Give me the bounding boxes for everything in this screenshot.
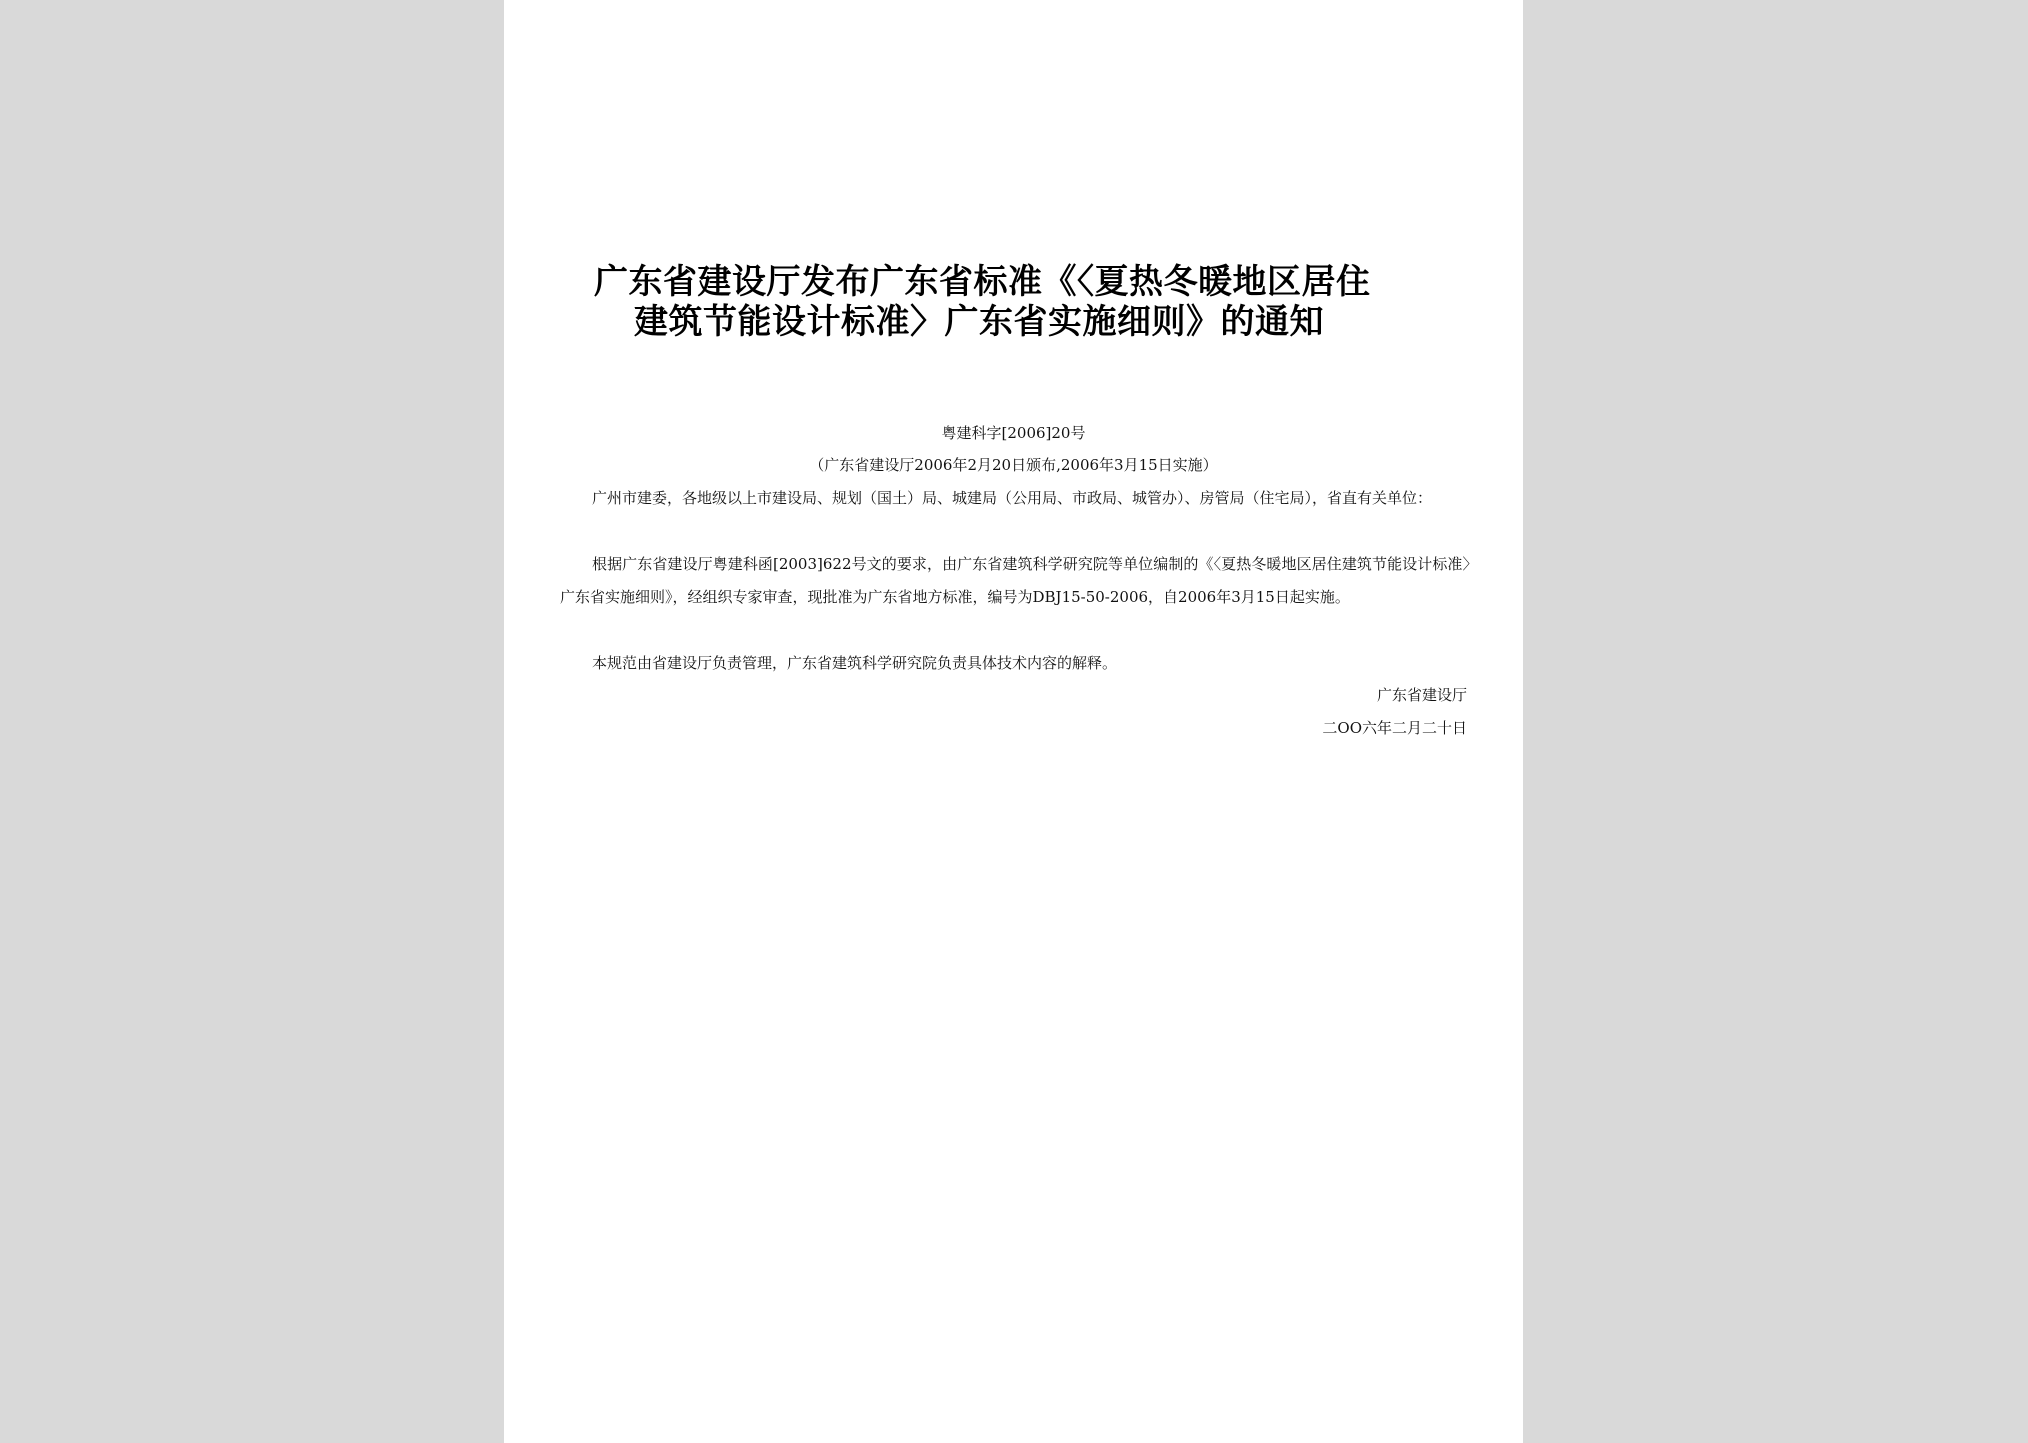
title-line-2: 建筑节能设计标准〉广东省实施细则》的通知 bbox=[634, 302, 1324, 342]
sign-date: 二OO六年二月二十日 bbox=[1322, 719, 1467, 737]
paragraph-addressees: 广州市建委，各地级以上市建设局、规划（国土）局、城建局（公用局、市政局、城管办）、房管局（住宅局），省直有关单位： bbox=[592, 489, 1433, 507]
paragraph-approval: 根据广东省建设厅粤建科函[2003]622号文的要求，由广东省建筑科学研究院等单位编制的《〈夏热冬暖地区居住建筑节能设计标准〉广东省实施细则》，经组织专家审查，现批准为广东省地方标准，编号为DBJ15-50-2006，自2006年3月15日起实施。 bbox=[560, 555, 1470, 606]
signer: 广东省建设厅 bbox=[1376, 686, 1467, 704]
issue-info: （广东省建设厅2006年2月20日颁布,2006年3月15日实施） bbox=[809, 456, 1218, 474]
document-page bbox=[504, 0, 1523, 1443]
document-number: 粤建科字[2006]20号 bbox=[941, 424, 1086, 442]
document-title bbox=[594, 262, 1474, 342]
paragraph-management: 本规范由省建设厅负责管理，广东省建筑科学研究院负责具体技术内容的解释。 bbox=[592, 654, 1118, 672]
title-line-1: 广东省建设厅发布广东省标准《〈夏热冬暖地区居住 bbox=[594, 262, 1371, 302]
